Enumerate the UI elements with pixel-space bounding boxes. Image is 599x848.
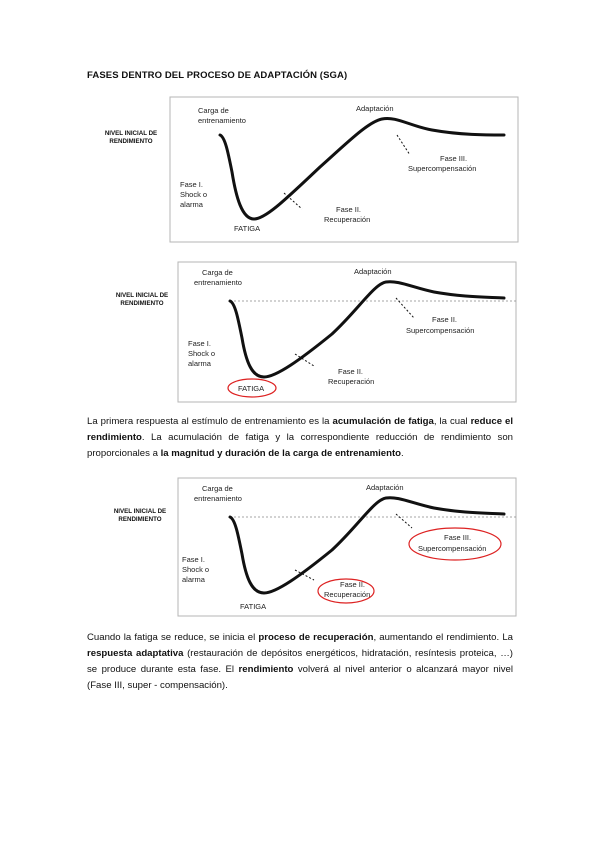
p2-bold-1: proceso de recuperación (258, 632, 374, 643)
adaptation-diagram-2 (178, 262, 516, 402)
diagram-3-svg (178, 478, 516, 616)
adaptacion-label: Adaptación (366, 483, 404, 492)
nivel-line-2: RENDIMIENTO (120, 300, 164, 307)
fase1-l1: Fase I. (182, 555, 205, 564)
p1-text-3: . La acumulación de fatiga y la correspondiente reducción de rendimiento son proporcionales a (87, 432, 513, 459)
nivel-line-1: NIVEL INICIAL DE (113, 508, 167, 515)
p1-text-4: . (401, 448, 404, 459)
adaptation-diagram-1 (170, 97, 518, 242)
nivel-line-2: RENDIMIENTO (109, 138, 153, 145)
fase1-l2: Shock o (188, 349, 216, 358)
p2-text-3: (restauración de depósitos energéticos, hidratación, resíntesis proteica, …) se produce durante esta fase. El (87, 648, 513, 675)
p2-bold-2: respuesta adaptativa (87, 648, 184, 659)
fase2-l1: Fase II. (338, 367, 364, 376)
fase3-l2: Supercompensación (418, 544, 487, 553)
fase1-l1: Fase I. (188, 339, 211, 348)
p2-text-2: , aumentando el rendimiento. La (373, 632, 513, 643)
nivel-line-2: RENDIMIENTO (118, 516, 162, 523)
fase1-l2: Shock o (180, 190, 208, 199)
p2-text-4: volverá al nivel anterior o alcanzará mayor nivel (Fase III, super - compensación). (87, 664, 514, 691)
paragraph-recuperacion (87, 630, 513, 694)
adaptation-diagram-3 (178, 478, 516, 616)
fatiga-label: FATIGA (240, 602, 267, 611)
p2-bold-3: rendimiento (238, 664, 294, 675)
nivel-inicial-label (88, 130, 174, 146)
carga-label-l1: Carga de (202, 484, 233, 493)
fase3-l1: Fase II. (432, 315, 458, 324)
carga-label-l2: entrenamiento (194, 494, 242, 503)
nivel-line-1: NIVEL INICIAL DE (115, 292, 169, 299)
fase1-l1: Fase I. (180, 180, 203, 189)
p2-text-1: Cuando la fatiga se reduce, se inicia el (87, 632, 259, 643)
p1-bold-1: acumulación de fatiga (332, 416, 434, 427)
fase1-l2: Shock o (182, 565, 210, 574)
p1-bold-3: la magnitud y duración de la carga de entrenamiento (160, 448, 402, 459)
adaptacion-label: Adaptación (354, 267, 392, 276)
fatiga-label: FATIGA (238, 384, 265, 393)
fatiga-label: FATIGA (234, 224, 261, 233)
nivel-inicial-label (100, 508, 180, 524)
fase2-l1: Fase II. (336, 205, 362, 214)
fase3-l2: Supercompensación (406, 326, 475, 335)
fase2-l2: Recuperación (324, 215, 371, 224)
diagram-2-svg (178, 262, 516, 402)
carga-label-l2: entrenamiento (194, 278, 242, 287)
carga-label-l2: entrenamiento (198, 116, 246, 125)
fase2-l2: Recuperación (324, 590, 371, 599)
fase1-l3: alarma (180, 200, 203, 209)
carga-label-l1: Carga de (198, 106, 229, 115)
fase3-l1: Fase III. (444, 533, 472, 542)
page-title: FASES DENTRO DEL PROCESO DE ADAPTACIÓN (SGA) (87, 70, 348, 81)
fase2-l2: Recuperación (328, 377, 375, 386)
fase2-l1: Fase II. (340, 580, 366, 589)
fase1-l3: alarma (188, 359, 211, 368)
p1-text-2: , la cual (433, 416, 471, 427)
carga-label-l1: Carga de (202, 268, 233, 277)
fase3-l2: Supercompensación (408, 164, 477, 173)
p1-bold-2: reduce el rendimiento (87, 416, 514, 443)
diagram-1-svg (170, 97, 518, 242)
nivel-inicial-label (102, 292, 182, 308)
nivel-line-1: NIVEL INICIAL DE (104, 130, 158, 137)
adaptacion-label: Adaptación (356, 104, 394, 113)
p1-text-1: La primera respuesta al estímulo de entrenamiento es la (87, 416, 333, 427)
paragraph-fatiga (87, 414, 513, 462)
fase1-l3: alarma (182, 575, 205, 584)
fase3-l1: Fase III. (440, 154, 468, 163)
